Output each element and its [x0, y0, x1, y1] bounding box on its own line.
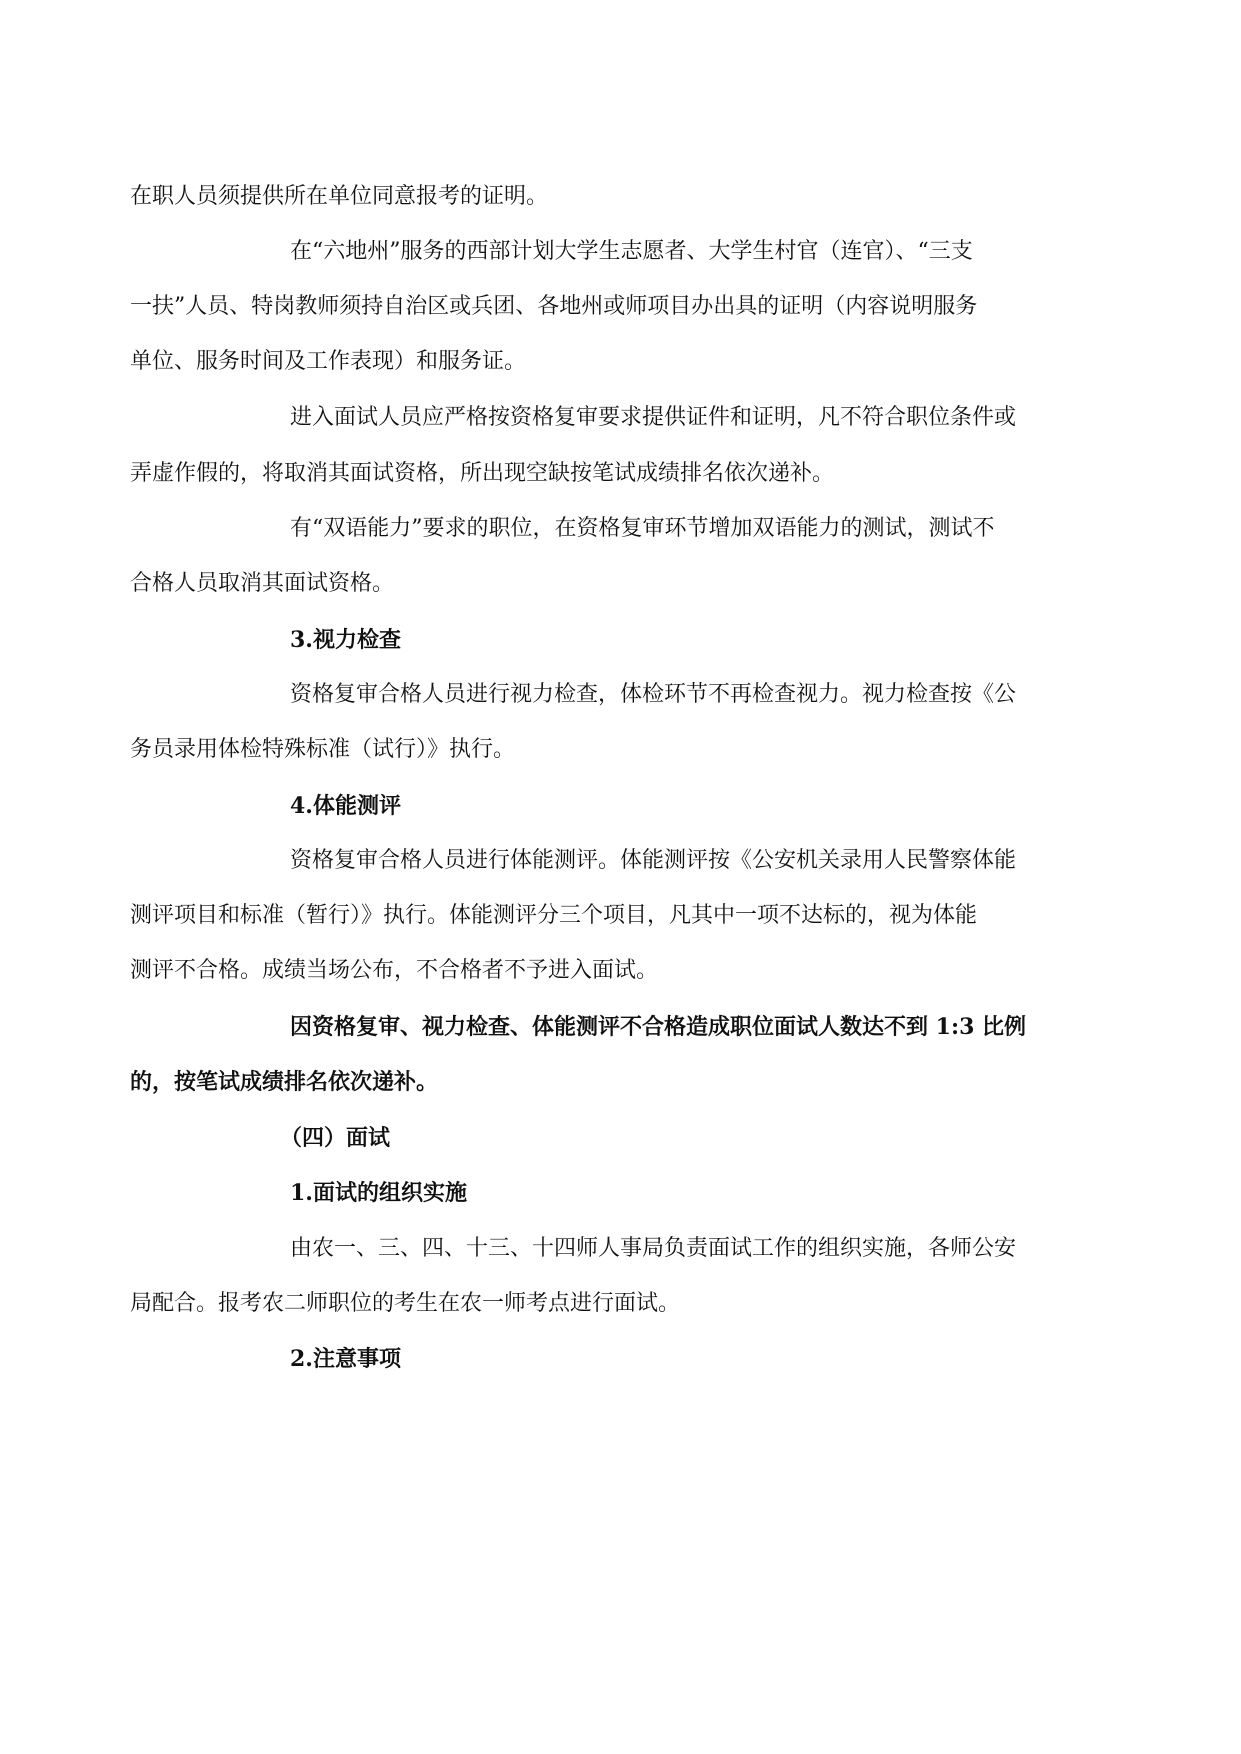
- heading-notes: 2.注意事项: [290, 1346, 401, 1372]
- paragraph-volunteer-line-3: 单位、服务时间及工作表现）和服务证。: [130, 349, 527, 374]
- paragraph-working-staff-proof: 在职人员须提供所在单位同意报考的证明。: [130, 184, 549, 209]
- heading-physical-test: 4.体能测评: [290, 793, 401, 819]
- heading-interview-organization: 1.面试的组织实施: [290, 1180, 467, 1206]
- paragraph-physical-line-2: 测评项目和标准（暂行）》执行。体能测评分三个项目，凡其中一项不达标的，视为体能: [130, 903, 978, 928]
- paragraph-physical-line-1: 资格复审合格人员进行体能测评。体能测评按《公安机关录用人民警察体能: [290, 848, 1017, 873]
- paragraph-bold-supplement-line-1: 因资格复审、视力检查、体能测评不合格造成职位面试人数达不到 1:3 比例: [290, 1014, 1027, 1040]
- paragraph-bilingual-line-2: 合格人员取消其面试资格。: [130, 571, 395, 596]
- paragraph-volunteer-line-2: 一扶”人员、特岗教师须持自治区或兵团、各地州或师项目办出具的证明（内容说明服务: [130, 294, 978, 319]
- paragraph-bold-supplement-line-2: 的，按笔试成绩排名依次递补。: [130, 1069, 439, 1095]
- paragraph-organization-line-1: 由农一、三、四、十三、十四师人事局负责面试工作的组织实施，各师公安: [290, 1236, 1017, 1261]
- paragraph-organization-line-2: 局配合。报考农二师职位的考生在农一师考点进行面试。: [130, 1291, 681, 1316]
- paragraph-vision-line-2: 务员录用体检特殊标准（试行）》执行。: [130, 737, 516, 762]
- heading-section-four-interview: （四）面试: [280, 1125, 391, 1151]
- paragraph-interview-docs-line-2: 弄虚作假的，将取消其面试资格，所出现空缺按笔试成绩排名依次递补。: [130, 461, 835, 486]
- paragraph-bilingual-line-1: 有“双语能力”要求的职位，在资格复审环节增加双语能力的测试，测试不: [290, 516, 995, 541]
- paragraph-volunteer-line-1: 在“六地州”服务的西部计划大学生志愿者、大学生村官（连官）、“三支: [290, 239, 973, 264]
- paragraph-vision-line-1: 资格复审合格人员进行视力检查，体检环节不再检查视力。视力检查按《公: [290, 682, 1017, 707]
- paragraph-physical-line-3: 测评不合格。成绩当场公布，不合格者不予进入面试。: [130, 958, 659, 983]
- paragraph-interview-docs-line-1: 进入面试人员应严格按资格复审要求提供证件和证明，凡不符合职位条件或: [290, 405, 1017, 430]
- heading-vision-check: 3.视力检查: [290, 627, 401, 653]
